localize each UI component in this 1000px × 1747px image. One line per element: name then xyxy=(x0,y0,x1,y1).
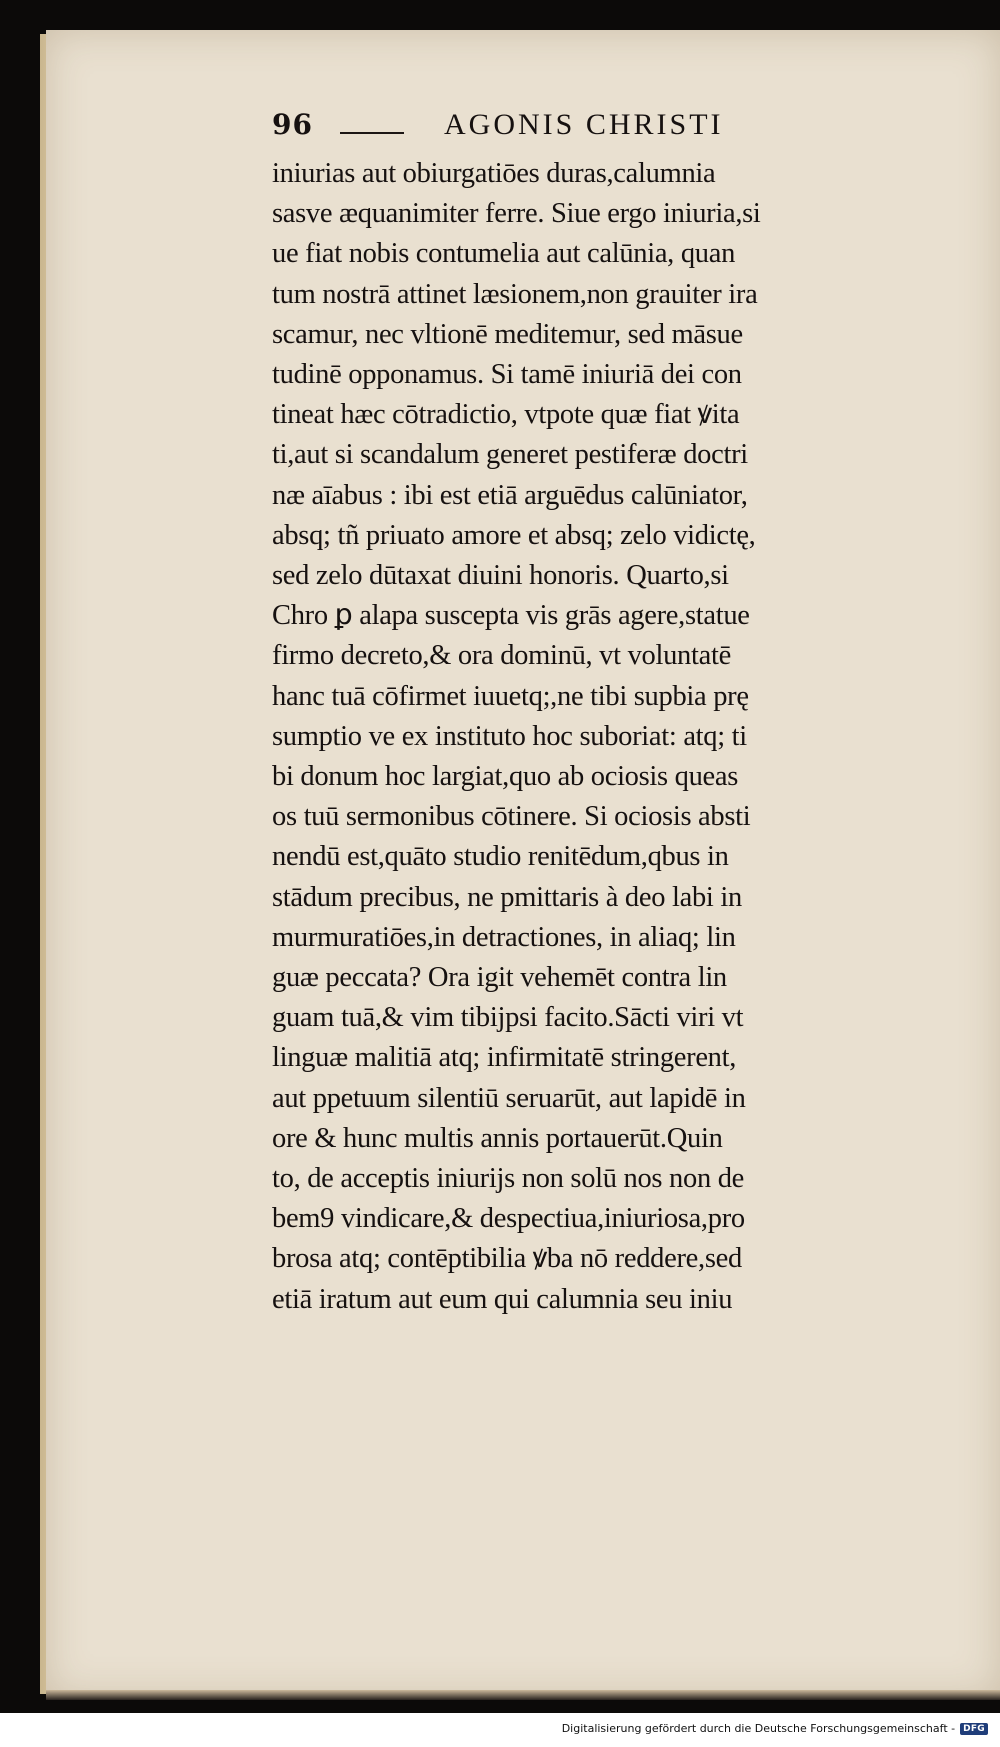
page-header xyxy=(272,108,972,152)
text-line: ti,aut si scandalum generet pestiferæ doctri xyxy=(272,439,748,471)
text-line: os tuū sermonibus cōtinere. Si ociosis absti xyxy=(272,801,751,833)
text-line: scamur, nec vltionē meditemur, sed māsue xyxy=(272,318,743,350)
text-line: stādum precibus, ne pmittaris à deo labi in xyxy=(272,881,742,913)
text-line: bem9 vindicare,& despectiua,iniuriosa,pro xyxy=(272,1203,745,1235)
dfg-logo-icon: DFG xyxy=(960,1723,988,1735)
digitization-credit xyxy=(562,1722,988,1735)
text-line: bi donum hoc largiat,quo ab ociosis queas xyxy=(272,761,739,793)
text-line: tum nostrā attinet læsionem,non grauiter ira xyxy=(272,278,758,310)
page-bottom-shadow xyxy=(46,1690,1000,1700)
text-line: ue fiat nobis contumelia aut calūnia, quan xyxy=(272,238,736,270)
text-line: sasve æquanimiter ferre. Siue ergo iniuria,si xyxy=(272,198,761,230)
text-line: tineat hæc cōtradictio, vtpote quæ fiat ꝟita xyxy=(272,399,740,431)
text-line: iniurias aut obiurgatiōes duras,calumnia xyxy=(272,158,716,189)
folio-number: 96 xyxy=(272,108,313,141)
text-line: brosa atq; contēptibilia ꝟba nō reddere,sed xyxy=(272,1243,742,1275)
text-line: firmo decreto,& ora dominū, vt voluntatē xyxy=(272,640,731,672)
text-line: sumptio ve ex instituto hoc suboriat: atq; ti xyxy=(272,720,747,752)
header-rule xyxy=(340,132,404,134)
text-line: guam tuā,& vim tibijpsi facito.Sācti viri vt xyxy=(272,1002,744,1034)
text-line: to, de acceptis iniurijs non solū nos non de xyxy=(272,1163,745,1195)
body-text xyxy=(272,154,972,1320)
running-title: AGONIS CHRISTI xyxy=(444,108,724,141)
credit-text: Digitalisierung gefördert durch die Deutsche Forschungsgemeinschaft - xyxy=(561,1722,956,1735)
text-line: linguæ malitiā atq; infirmitatē stringerent, xyxy=(272,1042,737,1074)
text-line: sed zelo dūtaxat diuini honoris. Quarto,si xyxy=(272,560,729,592)
text-line: tudinē opponamus. Si tamē iniuriā dei con xyxy=(272,359,742,391)
text-line: etiā iratum aut eum qui calumnia seu iniu xyxy=(272,1283,733,1315)
text-line: Chro ꝑ alapa suscepta vis grās agere,statue xyxy=(272,600,750,632)
text-line: absq; tñ priuato amore et absq; zelo vidictę, xyxy=(272,519,756,551)
text-line: næ aīabus : ibi est etiā arguēdus calūniator, xyxy=(272,479,748,511)
text-line: hanc tuā cōfirmet iuuetq;,ne tibi supbia prę xyxy=(272,680,749,712)
text-line: guæ peccata? Ora igit vehemēt contra lin xyxy=(272,962,727,994)
text-line: aut ppetuum silentiū seruarūt, aut lapidē in xyxy=(272,1082,746,1114)
text-block xyxy=(272,108,972,1320)
text-line: nendū est,quāto studio renitēdum,qbus in xyxy=(272,841,729,873)
text-line: murmuratiōes,in detractiones, in aliaq; lin xyxy=(272,921,736,953)
text-line: ore & hunc multis annis portauerūt.Quin xyxy=(272,1122,723,1154)
